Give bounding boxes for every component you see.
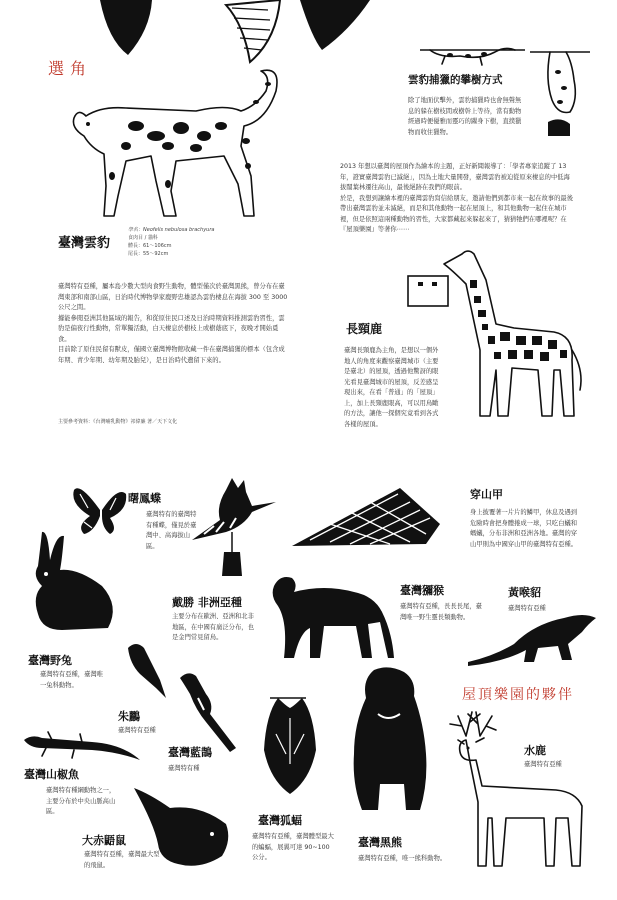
macaque-illustration — [264, 572, 404, 662]
blackbird-text: 臺灣特有亞種 — [118, 727, 156, 734]
pangolin-illustration — [290, 484, 450, 554]
black-bear-text: 臺灣特有亞種，唯一熊科動物。 — [358, 855, 447, 862]
butterfly-illustration — [70, 482, 130, 537]
macaque-text: 臺灣特有亞種，長長長尾，臺灣唯一野生靈長類動物。 — [400, 603, 482, 621]
leopard-on-branch-illustration — [420, 32, 530, 72]
rabbit-name: 臺灣野兔 — [28, 654, 72, 667]
leopard-description-1: 臺灣特有亞種，屬本島少數大型肉食野生動物，體型僅次於臺灣黑熊，曾分布在臺灣東部和南部山區，日治時代博物學家鹿野忠雄認為雲豹棲息在海拔 300 至 3000 公尺之間。 — [58, 283, 288, 311]
leopard-description-3: 目前除了原住民留有獸皮，僅國立臺灣博物館收藏一件在臺灣捕獲的標本（包含成年期、青少年期、幼年期及胎兒），是日治時代遺留下來的。 — [58, 346, 285, 364]
salamander-text: 臺灣特有種綱動物之一，主要分布於中央山脈高山區。 — [46, 787, 116, 815]
intro-text — [340, 162, 574, 236]
butterfly-text: 臺灣特有的臺灣特有種蝶，僅見於臺灣中、高海拔山區。 — [146, 511, 197, 550]
marten-name: 黃喉貂 — [508, 586, 541, 599]
hoopoe-text: 主要分布在歐洲、亞洲和北非地區，在中國有廣泛分布，也是金門常見留鳥。 — [172, 613, 254, 641]
blackbird-name: 朱鸝 — [118, 710, 140, 723]
giraffe-text: 臺灣長頸鹿為主角，是想以一個外地人的角度來觀察臺灣城市（主要是臺北）的屋頂，透過他驚訝的眼光看見臺灣城市的屋頂，反差感呈現出來，在看「普通」的「屋頂」上，加上長頸鹿眼高，可以用鳥瞰的方法，讓他一探個究竟看到各式各樣的屋頂。 — [344, 347, 439, 428]
marten-text: 臺灣特有亞種 — [508, 605, 546, 612]
butterfly-name: 曙鳳蝶 — [128, 492, 161, 505]
blackbird-illustration — [120, 640, 170, 700]
flying-squirrel-name: 大赤鼯鼠 — [82, 834, 126, 847]
leopard-facts — [128, 226, 228, 258]
rabbit-illustration — [22, 530, 122, 640]
hunting-title: 雲豹捕獵的攀樹方式 — [408, 74, 503, 86]
leopard-tail-length: 尾長：55～92cm — [128, 251, 169, 257]
roof-garden-title: 屋頂樂園的夥伴 — [462, 687, 574, 703]
salamander-illustration — [22, 726, 142, 766]
leopard-body-length: 體長：61～106cm — [128, 243, 172, 249]
leopard-description — [58, 282, 290, 366]
fruit-bat-text: 臺灣特有亞種，臺灣體型最大的蝙蝠，展翼可達 90~100 公分。 — [252, 833, 334, 861]
sambar-deer-text: 臺灣特有亞種 — [524, 761, 562, 768]
sambar-deer-illustration — [436, 706, 596, 876]
leopard-hanging-illustration — [530, 40, 600, 140]
flying-squirrel-text: 臺灣特有亞種，臺灣最大型的飛鼠。 — [84, 851, 160, 869]
clouded-leopard-illustration — [56, 66, 286, 236]
leopard-order: 食肉目 / 貓科 — [128, 235, 158, 241]
sambar-deer-name: 水鹿 — [524, 744, 546, 757]
intro-paragraph-2: 於是，我想到讓繪本裡的臺灣雲豹寫信給朋友，邀請他們到都市來一起在故事的最後帶出臺灣雲豹並未滅絕，而是和其他動物一起在屋頂上，和其他動物一起住在城市裡，但是依照這兩種動物的習性，大家都藏起來躲起來了，猜猜牠們在哪裡呢？在『屋頂樂園』等著你⋯⋯ — [340, 194, 573, 233]
black-bear-name: 臺灣黑熊 — [358, 836, 402, 849]
macaque-name: 臺灣獼猴 — [400, 584, 444, 597]
magpie-name: 臺灣藍鵲 — [168, 746, 212, 759]
pangolin-name: 穿山甲 — [470, 488, 503, 501]
fruit-bat-illustration — [256, 694, 326, 804]
cast-title: 選角 — [48, 59, 93, 78]
leopard-name: 臺灣雲豹 — [58, 236, 111, 251]
salamander-name: 臺灣山椒魚 — [24, 768, 79, 781]
fruit-bat-name: 臺灣狐蝠 — [258, 814, 302, 827]
leopard-description-2: 據能參閱亞洲其他區域的報告，和從原住民口述及日治時期資料推測雲豹習性，雲豹是偏夜行性動物，常單獨活動，白天棲息於樹枝上或樹蔭底下，夜晚才開始覓食。 — [58, 314, 285, 343]
magpie-text: 臺灣特有種 — [168, 765, 200, 772]
hoopoe-illustration — [186, 476, 296, 586]
pangolin-text: 身上披覆著一片片的鱗甲，休息及遇到危險時會把身體捲成一球，只吃白蟻和螞蟻，分布非洲和亞洲各地。臺灣的穿山甲則為中國穿山甲的臺灣特有亞種。 — [470, 509, 578, 548]
leopard-scientific: 學名：Neofelis nebulosa brachyura — [128, 227, 215, 233]
reference-note: 主要參考資料：《台灣哺乳動物》祁偉廉 著／天下文化 — [58, 419, 178, 425]
hoopoe-name: 戴勝 非洲亞種 — [172, 596, 242, 609]
marten-illustration — [464, 604, 604, 674]
rabbit-text: 臺灣特有亞種，臺灣唯一兔科動物。 — [40, 671, 103, 689]
hunting-text: 除了地面伏擊外，雲豹捕獵時也會無聲無息的躲在樹枝間或樹幹上等待，當有動物經過時便優雅而靈巧的躍身下樹，直撲獵物而收住獵物。 — [408, 97, 522, 136]
intro-paragraph-1: 2013 年想以臺灣的屋頂作為繪本的主題，正好新聞報導了：「學者專家追蹤了 13 年，證實臺灣雲豹已滅絕」，因為土地大量開發，臺灣雲豹被迫從原來棲息的中低海拔闊葉林遷往高山，最後絕跡在我們的眼前。 — [340, 163, 570, 191]
giraffe-name: 長頸鹿 — [346, 322, 383, 336]
black-bear-illustration — [344, 664, 434, 814]
